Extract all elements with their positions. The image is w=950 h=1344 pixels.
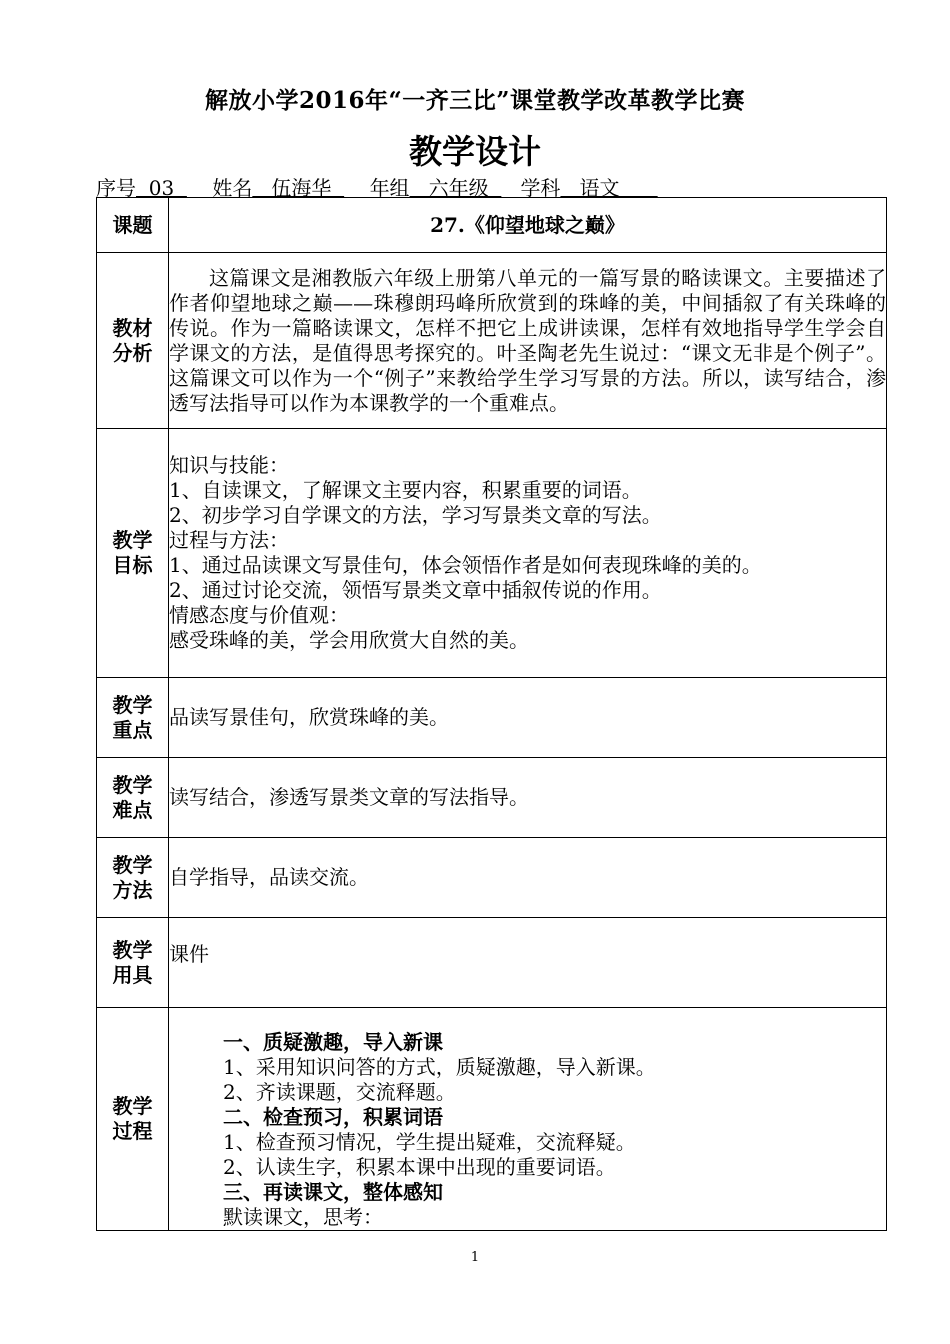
goals-content (169, 429, 887, 678)
goals-line: 2、初步学习自学课文的方法，学习写景类文章的写法。 (169, 503, 662, 527)
process-heading: 三、再读课文，整体感知 (223, 1180, 443, 1204)
goals-label-line2: 目标 (112, 553, 153, 577)
seq-label: 序号 (96, 176, 136, 200)
difficulties-label-line2: 难点 (112, 797, 153, 822)
grade-label: 年组 (369, 176, 410, 200)
page-title: 解放小学2016年“一齐三比”课堂教学改革教学比赛 (205, 87, 745, 114)
subject-label: 学科 (520, 176, 561, 200)
document-title: 教学设计 (409, 132, 541, 171)
lesson-plan-table (96, 197, 887, 1231)
row-analysis (97, 253, 887, 429)
goals-line: 1、通过品读课文写景佳句，体会领悟作者是如何表现珠峰的美的。 (169, 553, 762, 577)
subject-value: 语文 (560, 176, 658, 200)
process-label-line2: 过程 (112, 1119, 153, 1143)
tools-value: 课件 (169, 918, 887, 1008)
row-topic (97, 198, 887, 253)
process-item: 1、采用知识问答的方式，质疑激趣，导入新课。 (223, 1055, 656, 1079)
methods-label-line2: 方法 (112, 877, 153, 902)
row-goals (97, 429, 887, 678)
process-content (169, 1008, 887, 1231)
seq-value: 03 (136, 176, 187, 200)
row-difficulties (97, 758, 887, 838)
goals-line: 2、通过讨论交流，领悟写景类文章中插叙传说的作用。 (169, 578, 662, 602)
key-points-label-line1: 教学 (112, 692, 153, 717)
row-methods (97, 838, 887, 918)
process-label (97, 1008, 169, 1231)
grade-value: 六年级 (409, 176, 502, 200)
difficulties-label-line1: 教学 (112, 772, 153, 797)
process-heading: 二、检查预习，积累词语 (223, 1105, 443, 1129)
goals-line: 1、自读课文，了解课文主要内容，积累重要的词语。 (169, 478, 642, 502)
row-key-points (97, 678, 887, 758)
goals-label-line1: 教学 (112, 528, 153, 552)
methods-label (97, 838, 169, 918)
methods-label-line1: 教学 (112, 852, 153, 877)
process-heading: 一、质疑激趣，导入新课 (223, 1030, 443, 1054)
goals-line: 过程与方法： (169, 528, 289, 552)
topic-value: 27.《仰望地球之巅》 (169, 198, 887, 253)
process-item: 1、检查预习情况，学生提出疑难，交流释疑。 (223, 1130, 636, 1154)
analysis-label (97, 253, 169, 429)
name-value: 伍海华 (252, 176, 345, 200)
analysis-label-line2: 分析 (112, 340, 153, 365)
key-points-label (97, 678, 169, 758)
goals-line: 感受珠峰的美，学会用欣赏大自然的美。 (169, 628, 529, 652)
process-item: 2、齐读课题，交流释题。 (223, 1080, 456, 1104)
row-tools (97, 918, 887, 1008)
tools-label-line2: 用具 (112, 962, 153, 987)
topic-label-text: 课题 (112, 212, 153, 237)
page-number: 1 (470, 1250, 480, 1265)
process-label-line1: 教学 (112, 1094, 153, 1118)
goals-line: 情感态度与价值观： (169, 603, 349, 627)
goals-label (97, 429, 169, 678)
difficulties-value: 读写结合，渗透写景类文章的写法指导。 (169, 758, 887, 838)
key-points-label-line2: 重点 (112, 717, 153, 742)
name-label: 姓名 (212, 176, 253, 200)
process-item: 2、认读生字，积累本课中出现的重要词语。 (223, 1155, 616, 1179)
process-item: 默读课文，思考： (223, 1205, 383, 1229)
tools-label (97, 918, 169, 1008)
methods-value: 自学指导，品读交流。 (169, 838, 887, 918)
analysis-text: 这篇课文是湘教版六年级上册第八单元的一篇写景的略读课文。主要描述了作者仰望地球之巅——珠穆朗玛峰所欣赏到的珠峰的美，中间插叙了有关珠峰的传说。作为一篇略读课文，怎样不把它上成讲读课，怎样有效地指导学生学会自学课文的方法，是值得思考探究的。叶圣陶老先生说过：“课文无非是个例子”。这篇课文可以作为一个“例子”来教给学生学习写景的方法。所以，读写结合，渗透写法指导可以作为本课教学的一个重难点。 (169, 253, 887, 429)
key-points-value: 品读写景佳句，欣赏珠峰的美。 (169, 678, 887, 758)
analysis-label-line1: 教材 (112, 315, 153, 340)
difficulties-label (97, 758, 169, 838)
row-process (97, 1008, 887, 1231)
tools-label-line1: 教学 (112, 937, 153, 962)
process-lines (169, 1008, 886, 1230)
goals-line: 知识与技能： (169, 453, 289, 477)
topic-label (97, 198, 169, 253)
